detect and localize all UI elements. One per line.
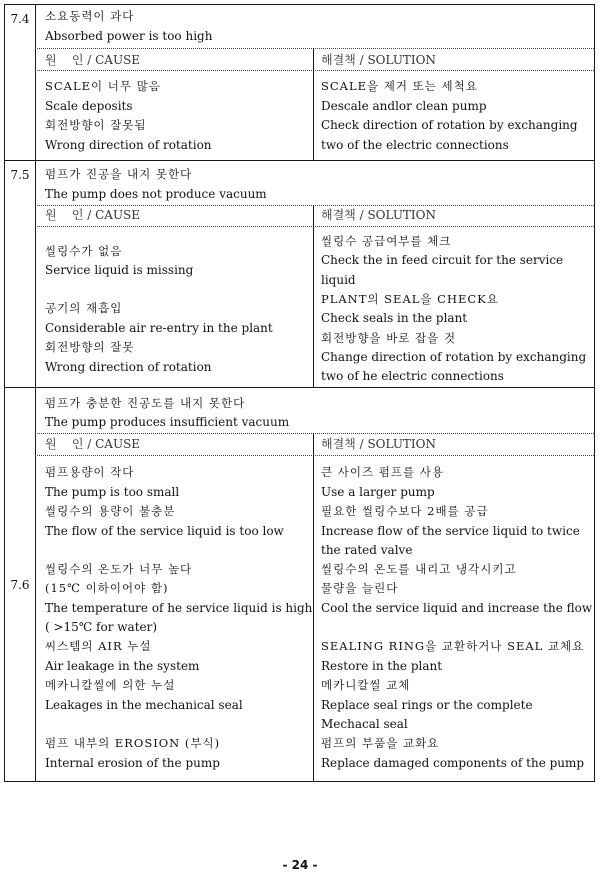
solution-line: SCALE을 제거 또는 세척요 [321, 79, 478, 93]
solution-line: Check seals in the plant [321, 311, 468, 325]
cause-line: Scale deposits [45, 99, 133, 113]
cause-line: 씰링수의 온도가 너무 높다 [45, 562, 193, 576]
cause-header: 원 인 / CAUSE [45, 53, 141, 67]
header-rule [35, 433, 594, 434]
cause-line: (15℃ 이하이어야 함) [45, 581, 169, 595]
solution-line: Change direction of rotation by exchanging [321, 350, 587, 364]
cause-header: 원 인 / CAUSE [45, 437, 141, 451]
section-title-ko: 펌프가 충분한 진공도를 내지 못한다 [45, 396, 246, 410]
header-rule [35, 70, 594, 71]
section-title-en: The pump does not produce vacuum [45, 187, 267, 201]
section-title-en: Absorbed power is too high [45, 29, 213, 43]
solution-line: SEALING RING을 교환하거나 SEAL 교체요 [321, 639, 585, 653]
solution-line: Check direction of rotation by exchanging [321, 118, 578, 132]
table-left-border [4, 4, 5, 782]
cause-line: Internal erosion of the pump [45, 756, 220, 770]
cause-line: Wrong direction of rotation [45, 360, 212, 374]
solution-line: 물량을 늘린다 [321, 581, 399, 595]
cause-line: 펌프용량이 작다 [45, 465, 135, 479]
cause-line: The temperature of he service liquid is high [45, 601, 313, 615]
cause-header: 원 인 / CAUSE [45, 208, 141, 222]
header-rule [35, 226, 594, 227]
cause-line: 씰링수의 용량이 불충분 [45, 504, 176, 518]
solution-line: Descale andlor clean pump [321, 99, 487, 113]
table-right-border [594, 4, 595, 782]
solution-line: Mechacal seal [321, 717, 408, 731]
solution-line: Replace seal rings or the complete [321, 698, 533, 712]
solution-line: Restore in the plant [321, 659, 443, 673]
cause-line: 씨스템의 AIR 누설 [45, 639, 152, 653]
cause-line: 회전방향이 잘못됨 [45, 118, 147, 132]
cause-line: SCALE이 너무 많음 [45, 79, 161, 93]
cause-line: Leakages in the mechanical seal [45, 698, 243, 712]
cause-solution-divider [313, 48, 314, 160]
solution-line: two of the electric connections [321, 138, 509, 152]
cause-line: 씰링수가 없음 [45, 244, 123, 258]
table-top-border [4, 4, 595, 5]
solution-line: Cool the service liquid and increase the flow [321, 601, 593, 615]
solution-line: 회전방향을 바로 잡을 것 [321, 331, 457, 345]
section-divider [4, 160, 595, 161]
solution-header: 해결책 / SOLUTION [321, 208, 437, 222]
header-rule [35, 205, 594, 206]
cause-line: Air leakage in the system [45, 659, 200, 673]
header-rule [35, 455, 594, 456]
cause-solution-divider [313, 205, 314, 387]
solution-line: 씰링수의 온도를 내리고 냉각시키고 [321, 562, 517, 576]
section-title-en: The pump produces insufficient vacuum [45, 415, 290, 429]
solution-line: liquid [321, 273, 356, 287]
cause-line: 펌프 내부의 EROSION (부식) [45, 736, 221, 750]
cause-line: 메카니칼씰에 의한 누설 [45, 678, 176, 692]
section-divider [4, 387, 595, 388]
solution-line: Use a larger pump [321, 485, 435, 499]
cause-line: 공기의 재흡입 [45, 301, 123, 315]
solution-line: Increase flow of the service liquid to twice [321, 524, 580, 538]
cause-solution-divider [313, 433, 314, 781]
solution-line: 메카니칼씰 교체 [321, 678, 411, 692]
solution-line: two of he electric connections [321, 369, 504, 383]
cause-line: 회전방향의 잘못 [45, 340, 135, 354]
section-number: 7.5 [10, 168, 30, 182]
number-column-divider [35, 4, 36, 782]
solution-header: 해결책 / SOLUTION [321, 437, 437, 451]
solution-header: 해결책 / SOLUTION [321, 53, 437, 67]
solution-line: Replace damaged components of the pump [321, 756, 585, 770]
solution-line: Check the in feed circuit for the service [321, 253, 564, 267]
page-number: - 24 - [282, 858, 318, 872]
cause-line: Service liquid is missing [45, 263, 194, 277]
solution-line: 필요한 씰링수보다 2배를 공급 [321, 504, 489, 518]
header-rule [35, 48, 594, 49]
table-bottom-border [4, 781, 595, 782]
cause-line: Wrong direction of rotation [45, 138, 212, 152]
solution-line: 펌프의 부품을 교화요 [321, 736, 440, 750]
cause-line: ( >15℃ for water) [45, 620, 158, 634]
cause-line: The pump is too small [45, 485, 180, 499]
solution-line: the rated valve [321, 543, 413, 557]
section-title-ko: 펌프가 진공을 내지 못한다 [45, 167, 193, 181]
cause-line: Considerable air re-entry in the plant [45, 321, 273, 335]
section-title-ko: 소요동력이 과다 [45, 9, 135, 23]
solution-line: 씰링수 공급여부를 체크 [321, 234, 452, 248]
cause-line: The flow of the service liquid is too low [45, 524, 284, 538]
solution-line: PLANT의 SEAL을 CHECK요 [321, 292, 499, 306]
section-number: 7.6 [10, 578, 30, 592]
solution-line: 큰 사이즈 펌프를 사용 [321, 465, 444, 479]
section-number: 7.4 [10, 12, 30, 26]
